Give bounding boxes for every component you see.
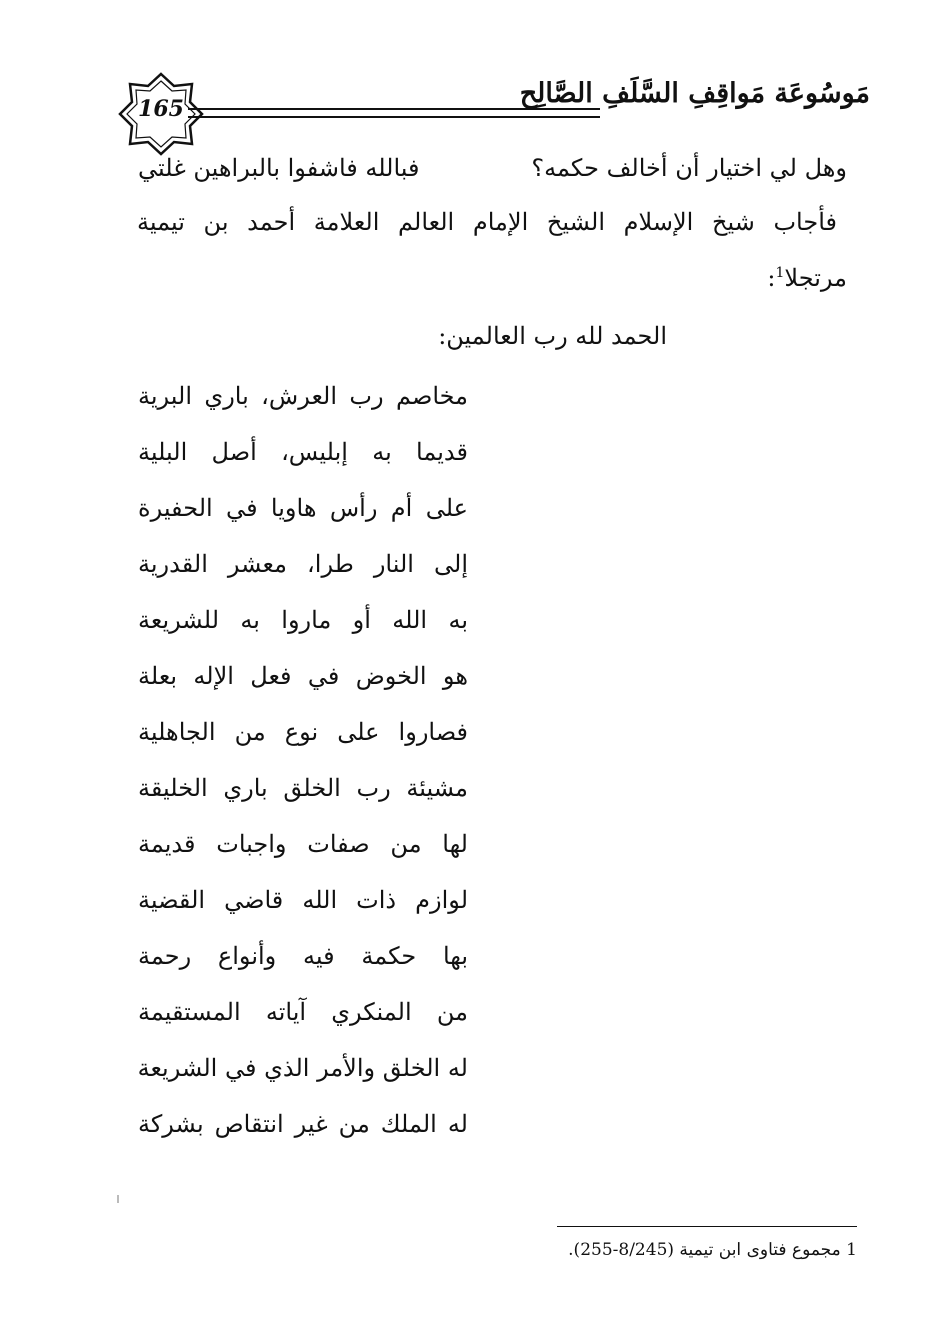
verse-second-hemistich: إلى النار طرا، معشر القدرية	[138, 550, 468, 578]
answer-word: مرتجلا	[784, 264, 847, 292]
page-number-badge	[118, 72, 204, 156]
verse-second-hemistich: هو الخوض في فعل الإله بعلة	[138, 662, 468, 690]
verse-second-hemistich: لوازم ذات الله قاضي القضية	[138, 886, 468, 914]
verse-second-hemistich: له الملك من غير انتقاص بشركة	[138, 1110, 468, 1138]
footnote-number: 1	[846, 1240, 857, 1260]
answer-colon: :	[767, 264, 776, 292]
intro-verse-right: وهل لي اختيار أن أخالف حكمه؟	[531, 154, 847, 182]
intro-verse-left: فبالله فاشفوا بالبراهين غلتي	[138, 154, 420, 182]
verse-second-hemistich: على أم رأس هاويا في الحفيرة	[138, 494, 468, 522]
page-header	[118, 72, 870, 156]
verse-second-hemistich: مشيئة رب الخلق باري الخليقة	[138, 774, 468, 802]
running-title: مَوسُوعَة مَواقِفِ السَّلَفِ الصَّالِح	[519, 78, 870, 109]
verse-second-hemistich: به الله أو ماروا به للشريعة	[138, 606, 468, 634]
verse-second-hemistich: مخاصم رب العرش، باري البرية	[138, 382, 468, 410]
answer-line: فأجاب شيخ الإسلام الشيخ الإمام العالم العلامة أحمد بن تيمية	[137, 208, 837, 236]
page-number: 165	[138, 96, 184, 122]
verse-second-hemistich: له الخلق والأمر الذي في الشريعة	[137, 1054, 468, 1082]
scan-mark	[117, 1195, 119, 1203]
verse-second-hemistich: من المنكري آياته المستقيمة	[138, 998, 468, 1026]
header-rule	[188, 116, 600, 118]
footnote	[568, 1240, 857, 1260]
answer-line-2	[767, 264, 847, 292]
footnote-divider	[557, 1226, 857, 1227]
footnote-text: مجموع فتاوى ابن تيمية (8/245-255).	[568, 1240, 841, 1260]
verse-second-hemistich: فصاروا على نوع من الجاهلية	[138, 718, 468, 746]
verse-second-hemistich: قديما به إبليس، أصل البلية	[138, 438, 468, 466]
verse-second-hemistich: لها من صفات واجبات قديمة	[138, 830, 468, 858]
footnote-ref: 1	[775, 265, 785, 281]
verse-second-hemistich: بها حكمة فيه وأنواع رحمة	[138, 942, 468, 970]
hamd-line: الحمد لله رب العالمين:	[438, 322, 667, 350]
